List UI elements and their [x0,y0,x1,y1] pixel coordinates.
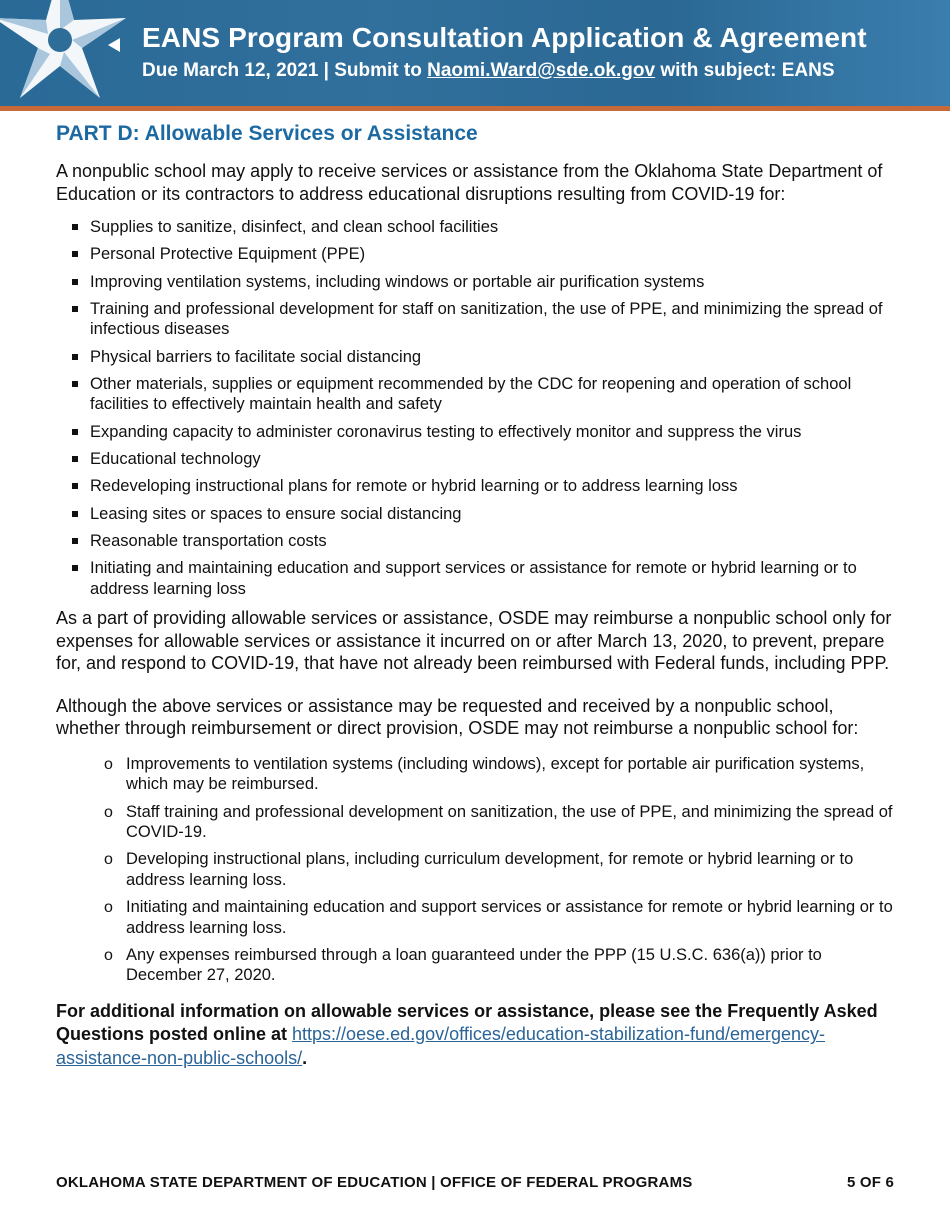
exclusions-list [104,754,896,986]
bullet-square-icon [72,456,78,462]
bullet-square-icon [72,429,78,435]
footer-organization: OKLAHOMA STATE DEPARTMENT OF EDUCATION | OFFICE OF FEDERAL PROGRAMS [56,1174,693,1191]
faq-end: . [302,1047,308,1068]
list-item [104,754,896,795]
list-item [56,476,896,497]
bullet-square-icon [72,306,78,312]
list-item-text: Improving ventilation systems, including windows or portable air purification systems [90,272,705,291]
list-item [104,945,896,986]
list-item [56,347,896,368]
reimbursement-paragraph: As a part of providing allowable services or assistance, OSDE may reimburse a nonpublic school only for expenses for allowable services or assistance it incurred on or after March 13, 2020, to prevent, prepare for, and respond to COVID-19, that have not already been reimbursed with Federal funds, including PPP. [56,608,892,674]
star-logo-icon [0,0,140,106]
list-item-text: Supplies to sanitize, disinfect, and clean school facilities [90,218,499,236]
list-item [104,897,896,938]
list-item [56,449,896,470]
bullet-circle-icon: o [104,946,113,964]
section-heading: PART D: Allowable Services or Assistance [56,122,478,145]
due-date-line [142,60,835,82]
list-item [56,558,896,599]
list-item-text: Redeveloping instructional plans for remote or hybrid learning or to address learning loss [90,477,738,496]
allowable-services-list [56,217,896,599]
bullet-square-icon [72,511,78,517]
list-item [104,802,896,843]
faq-paragraph [56,1000,896,1071]
faq-text: For additional information on allowable services or assistance, please see the Frequently Asked Questions posted online at [56,1000,878,1045]
list-item [56,299,896,340]
bullet-square-icon [72,251,78,257]
list-item [56,504,896,525]
bullet-square-icon [72,224,78,230]
faq-link[interactable]: https://oese.ed.gov/offices/education-stabilization-fund/emergency-assistance-non-public-schools/ [56,1024,826,1068]
due-date-suffix: with subject: EANS [655,60,835,81]
list-item-text: Educational technology [90,450,261,469]
list-item-text: Improvements to ventilation systems (including windows), except for portable air purification systems, which may be reimbursed. [126,754,865,794]
page-number: 5 OF 6 [846,1174,894,1191]
bullet-circle-icon: o [104,851,113,869]
exclusions-intro-paragraph: Although the above services or assistance may be requested and received by a nonpublic school, whether through reimbursement or direct provision, OSDE may not reimburse a nonpublic school for: [56,695,859,739]
list-item-text: Initiating and maintaining education and support services or assistance for remote or hybrid learning or to address learning loss. [126,898,893,937]
submit-email-link[interactable]: Naomi.Ward@sde.ok.gov [427,60,656,81]
list-item-text: Expanding capacity to administer coronavirus testing to effectively monitor and suppress the virus [90,422,802,441]
list-item-text: Other materials, supplies or equipment recommended by the CDC for reopening and operation of school facilities to effectively maintain health and safety [90,374,852,414]
list-item-text: Any expenses reimbursed through a loan guaranteed under the PPP (15 U.S.C. 636(a)) prior to December 27, 2020. [126,945,822,985]
list-item-text: Initiating and maintaining education and support services or assistance for remote or hybrid learning or to address learning loss [90,559,857,598]
document-title: EANS Program Consultation Application & Agreement [142,22,867,53]
bullet-circle-icon: o [104,803,113,821]
list-item [56,531,896,552]
bullet-circle-icon: o [104,755,113,773]
bullet-square-icon [72,354,78,360]
page-header [0,0,950,106]
list-item [56,272,896,293]
bullet-square-icon [72,483,78,489]
bullet-square-icon [72,279,78,285]
list-item-text: Reasonable transportation costs [90,531,327,550]
header-divider [0,106,950,111]
bullet-circle-icon: o [104,899,113,917]
bullet-square-icon [72,381,78,387]
main-content [56,122,896,1070]
list-item [56,422,896,443]
list-item-text: Staff training and professional development on sanitization, the use of PPE, and minimizing the spread of COVID-19. [126,802,893,842]
list-item-text: Developing instructional plans, including curriculum development, for remote or hybrid learning or to address learning loss. [126,850,854,889]
list-item-text: Personal Protective Equipment (PPE) [90,245,366,264]
list-item [56,374,896,415]
list-item-text: Training and professional development for staff on sanitization, the use of PPE, and minimizing the spread of infectious diseases [90,299,883,339]
intro-paragraph: A nonpublic school may apply to receive services or assistance from the Oklahoma State Department of Education or its contractors to address educational disruptions resulting from COVID-19 for: [56,161,883,204]
bullet-square-icon [72,538,78,544]
list-item-text: Physical barriers to facilitate social distancing [90,347,422,366]
list-item [56,244,896,265]
list-item-text: Leasing sites or spaces to ensure social distancing [90,504,462,523]
bullet-square-icon [72,565,78,571]
due-date-prefix: Due March 12, 2021 | Submit to [142,60,428,81]
list-item [104,849,896,890]
list-item [56,217,896,238]
